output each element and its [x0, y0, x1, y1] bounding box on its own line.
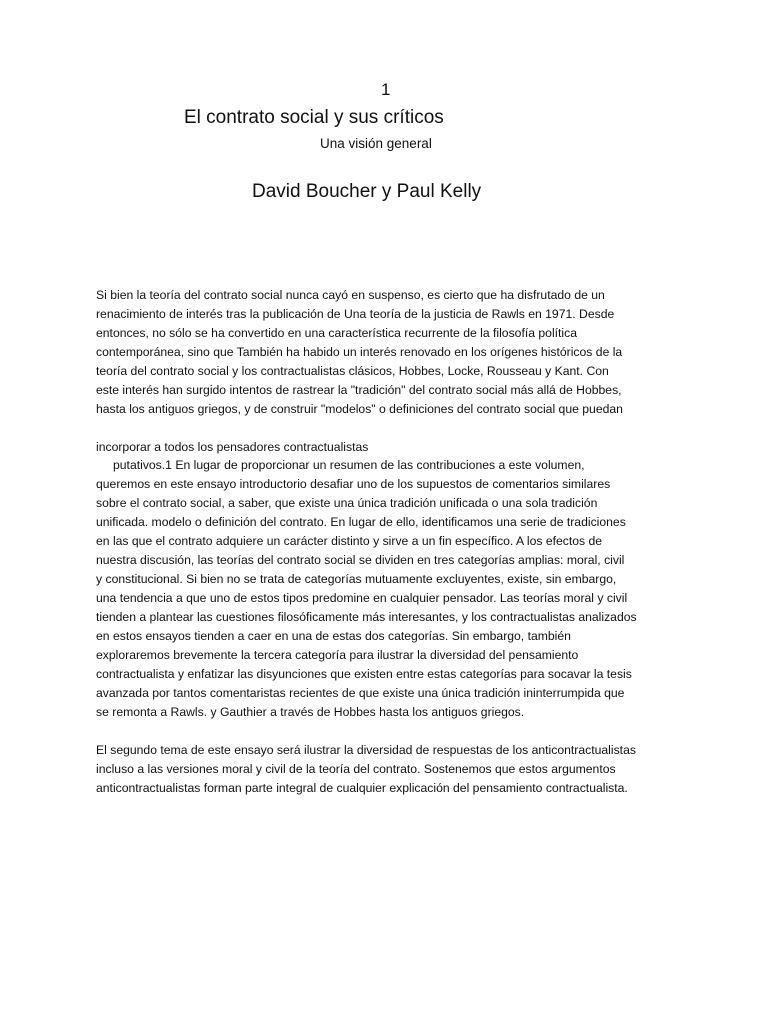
body-line: incorporar a todos los pensadores contractualistas: [96, 440, 369, 454]
body-line: este interés han surgido intentos de rastrear la "tradición" del contrato social más allá de Hobbes,: [96, 383, 622, 397]
body-line: y constitucional. Si bien no se trata de categorías mutuamente excluyentes, existe, sin embargo,: [96, 572, 617, 586]
body-line: Si bien la teoría del contrato social nunca cayó en suspenso, es cierto que ha disfrutado de un: [96, 288, 605, 302]
body-line: entonces, no sólo se ha convertido en una característica recurrente de la filosofía política: [96, 326, 578, 340]
body-line: putativos.1 En lugar de proporcionar un resumen de las contribuciones a este volumen,: [113, 458, 585, 472]
body-line: contractualista y enfatizar las disyunciones que existen entre estas categorías para socavar la tesis: [96, 667, 632, 681]
body-line: avanzada por tantos comentaristas recientes de que existe una única tradición ininterrumpida que: [96, 686, 625, 700]
body-line: incluso a las versiones moral y civil de la teoría del contrato. Sostenemos que estos argumentos: [96, 762, 616, 776]
body-line: sobre el contrato social, a saber, que existe una única tradición unificada o una sola tradición: [96, 496, 598, 510]
body-line: tienden a plantear las cuestiones filosóficamente más interesantes, y los contractualistas analizados: [96, 610, 637, 624]
body-line: El segundo tema de este ensayo será ilustrar la diversidad de respuestas de los anticontractualistas: [96, 743, 636, 757]
body-line: en las que el contrato adquiere un carácter distinto y sirve a un fin específico. A los efectos de: [96, 534, 603, 548]
body-line: teoría del contrato social y los contractualistas clásicos, Hobbes, Locke, Rousseau y Kant. Con: [96, 364, 609, 378]
chapter-number: 1: [381, 80, 391, 99]
chapter-authors: David Boucher y Paul Kelly: [252, 181, 482, 202]
body-line: una tendencia a que uno de estos tipos predomine en cualquier pensador. Las teorías moral y civil: [96, 591, 628, 605]
body-line: contemporánea, sino que También ha habido un interés renovado en los orígenes históricos de la: [96, 345, 623, 359]
body-line: exploraremos brevemente la tercera categoría para ilustrar la diversidad del pensamiento: [96, 648, 579, 662]
body-line: hasta los antiguos griegos, y de construir "modelos" o definiciones del contrato social que puedan: [96, 402, 623, 416]
body-line: nuestra discusión, las teorías del contrato social se dividen en tres categorías amplias: moral, civil: [96, 553, 625, 567]
chapter-title: El contrato social y sus críticos: [184, 107, 444, 128]
body-line: renacimiento de interés tras la publicación de Una teoría de la justicia de Rawls en 1971. Desde: [96, 307, 615, 321]
body-line: queremos en este ensayo introductorio desafiar uno de los supuestos de comentarios similares: [96, 477, 611, 491]
body-line: se remonta a Rawls. y Gauthier a través de Hobbes hasta los antiguos griegos.: [96, 705, 525, 719]
chapter-subtitle: Una visión general: [320, 136, 432, 151]
body-line: en estos ensayos tienden a caer en una de estas dos categorías. Sin embargo, también: [96, 629, 571, 643]
body-line: unificada. modelo o definición del contrato. En lugar de ello, identificamos una serie de tradiciones: [96, 515, 626, 529]
body-line: anticontractualistas forman parte integral de cualquier explicación del pensamiento contractualista.: [96, 781, 628, 795]
